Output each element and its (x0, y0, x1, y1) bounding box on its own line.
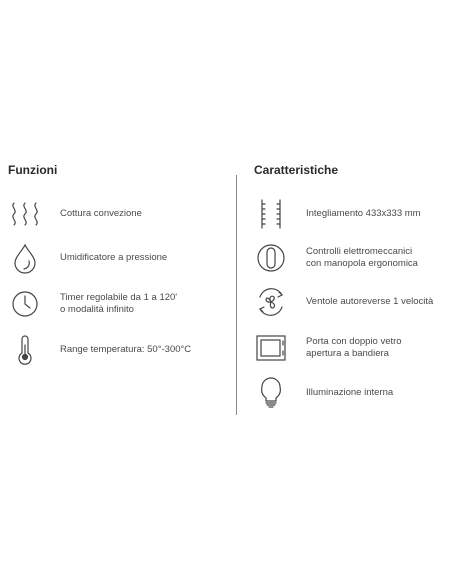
column-divider (236, 175, 237, 415)
funzioni-heading: Funzioni (8, 163, 58, 177)
convection-waves-icon (8, 197, 42, 231)
reversing-fan-icon (254, 285, 288, 319)
caratteristiche-heading: Caratteristiche (254, 163, 339, 177)
feature-convection (8, 197, 228, 231)
characteristic-label: Illuminazione interna (306, 387, 394, 398)
feature-temperature (8, 333, 228, 367)
characteristic-fan (254, 285, 450, 319)
water-drop-icon (8, 241, 42, 275)
characteristic-label: Ventole autoreverse 1 velocità (306, 296, 434, 307)
feature-label: Timer regolabile da 1 a 120' o modalità infinito (60, 292, 178, 315)
feature-label: Range temperatura: 50°-300°C (60, 344, 192, 355)
clock-icon (8, 287, 42, 321)
characteristic-controls (254, 241, 450, 275)
feature-label: Umidificatore a pressione (60, 252, 168, 263)
feature-humidifier (8, 241, 228, 275)
thermometer-icon (8, 333, 42, 367)
rack-rails-icon (254, 197, 288, 231)
feature-label: Cottura convezione (60, 208, 142, 219)
feature-timer (8, 287, 228, 321)
oven-door-icon (254, 331, 288, 365)
characteristic-door (254, 331, 450, 365)
characteristic-lighting (254, 376, 450, 410)
control-knob-icon (254, 241, 288, 275)
characteristic-label: Integliamento 433x333 mm (306, 208, 421, 219)
characteristic-label: Porta con doppio vetro apertura a bandiera (306, 336, 402, 359)
characteristic-rails (254, 197, 450, 231)
characteristic-label: Controlli elettromeccanici con manopola ergonomica (306, 246, 418, 269)
light-bulb-icon (254, 376, 288, 410)
